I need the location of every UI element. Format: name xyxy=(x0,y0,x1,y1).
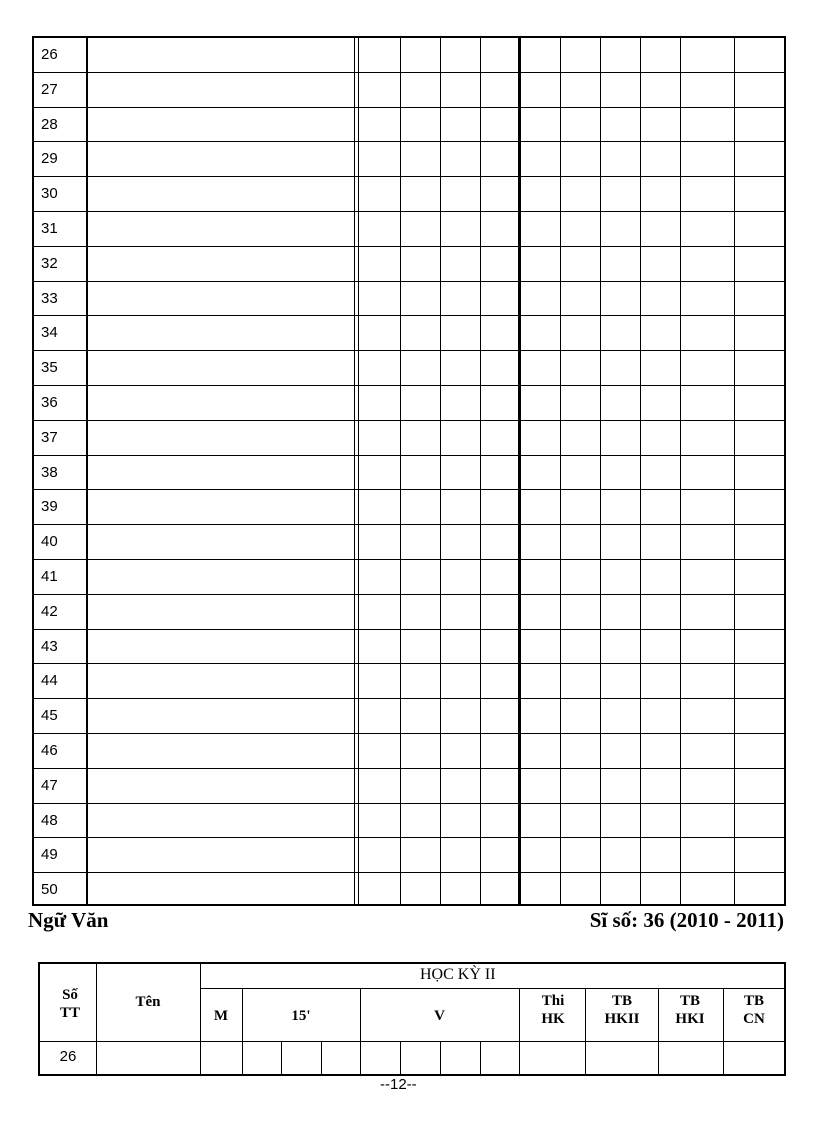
table-row xyxy=(34,734,784,769)
table-row xyxy=(34,386,784,421)
class-size-label: Sĩ số: 36 (2010 - 2011) xyxy=(589,908,784,932)
row-number: 50 xyxy=(41,881,58,899)
row-number: 26 xyxy=(59,1048,77,1065)
table-row xyxy=(34,316,784,351)
page-number: --12-- xyxy=(380,1076,417,1093)
col-header-thi-hk: Thi HK xyxy=(541,993,565,1027)
row-number: 42 xyxy=(41,602,58,620)
table-row xyxy=(34,525,784,560)
subject-title: Ngữ Văn xyxy=(28,908,109,932)
table-row xyxy=(34,769,784,804)
table-row xyxy=(34,873,784,908)
row-number: 45 xyxy=(41,707,58,725)
table-row xyxy=(34,282,784,317)
grade-table-bottom xyxy=(38,962,786,1076)
grade-table-top xyxy=(32,36,786,906)
col-header-tb-hki: TB HKI xyxy=(675,993,705,1027)
row-number: 30 xyxy=(41,185,58,203)
row-number: 49 xyxy=(41,846,58,864)
row-number: 31 xyxy=(41,220,58,237)
semester-header: HỌC KỲ II xyxy=(420,966,496,983)
table-row xyxy=(34,212,784,247)
row-number: 37 xyxy=(41,428,58,446)
table-row xyxy=(34,108,784,143)
row-number: 38 xyxy=(41,463,58,481)
table-row xyxy=(34,351,784,386)
table-row xyxy=(34,630,784,665)
table-row xyxy=(34,142,784,177)
col-header-m: M xyxy=(213,1008,229,1024)
col-header-tb-cn: TB CN xyxy=(743,993,765,1027)
row-number: 48 xyxy=(41,811,58,829)
row-number: 44 xyxy=(41,672,58,690)
col-header-v: V xyxy=(434,1008,445,1024)
row-number: 43 xyxy=(41,637,58,655)
row-number: 29 xyxy=(41,150,58,168)
table-row xyxy=(34,664,784,699)
col-header-15: 15' xyxy=(291,1008,311,1024)
col-header-ten: Tên xyxy=(135,994,161,1010)
col-header-stt: Số TT xyxy=(59,987,80,1021)
col-header-tb-hkii: TB HKII xyxy=(604,993,640,1027)
table-row xyxy=(34,177,784,212)
row-number: 35 xyxy=(41,359,58,377)
row-number: 33 xyxy=(41,289,58,307)
table-row xyxy=(34,456,784,491)
table-row xyxy=(34,38,784,73)
row-number: 26 xyxy=(41,46,58,63)
table-row xyxy=(34,560,784,595)
table-row xyxy=(34,595,784,630)
row-number: 40 xyxy=(41,533,58,551)
row-number: 27 xyxy=(41,80,58,98)
row-number: 41 xyxy=(41,568,58,585)
row-number: 28 xyxy=(41,115,58,133)
table-row xyxy=(34,421,784,456)
table-row xyxy=(34,804,784,839)
table-row xyxy=(34,247,784,282)
table-row xyxy=(34,699,784,734)
row-number: 46 xyxy=(41,742,58,759)
table-row xyxy=(34,73,784,108)
row-number: 34 xyxy=(41,324,58,342)
row-number: 36 xyxy=(41,394,58,411)
row-number: 47 xyxy=(41,776,58,794)
row-number: 39 xyxy=(41,498,58,516)
table-row xyxy=(34,490,784,525)
table-row xyxy=(34,838,784,873)
row-number: 32 xyxy=(41,254,58,272)
